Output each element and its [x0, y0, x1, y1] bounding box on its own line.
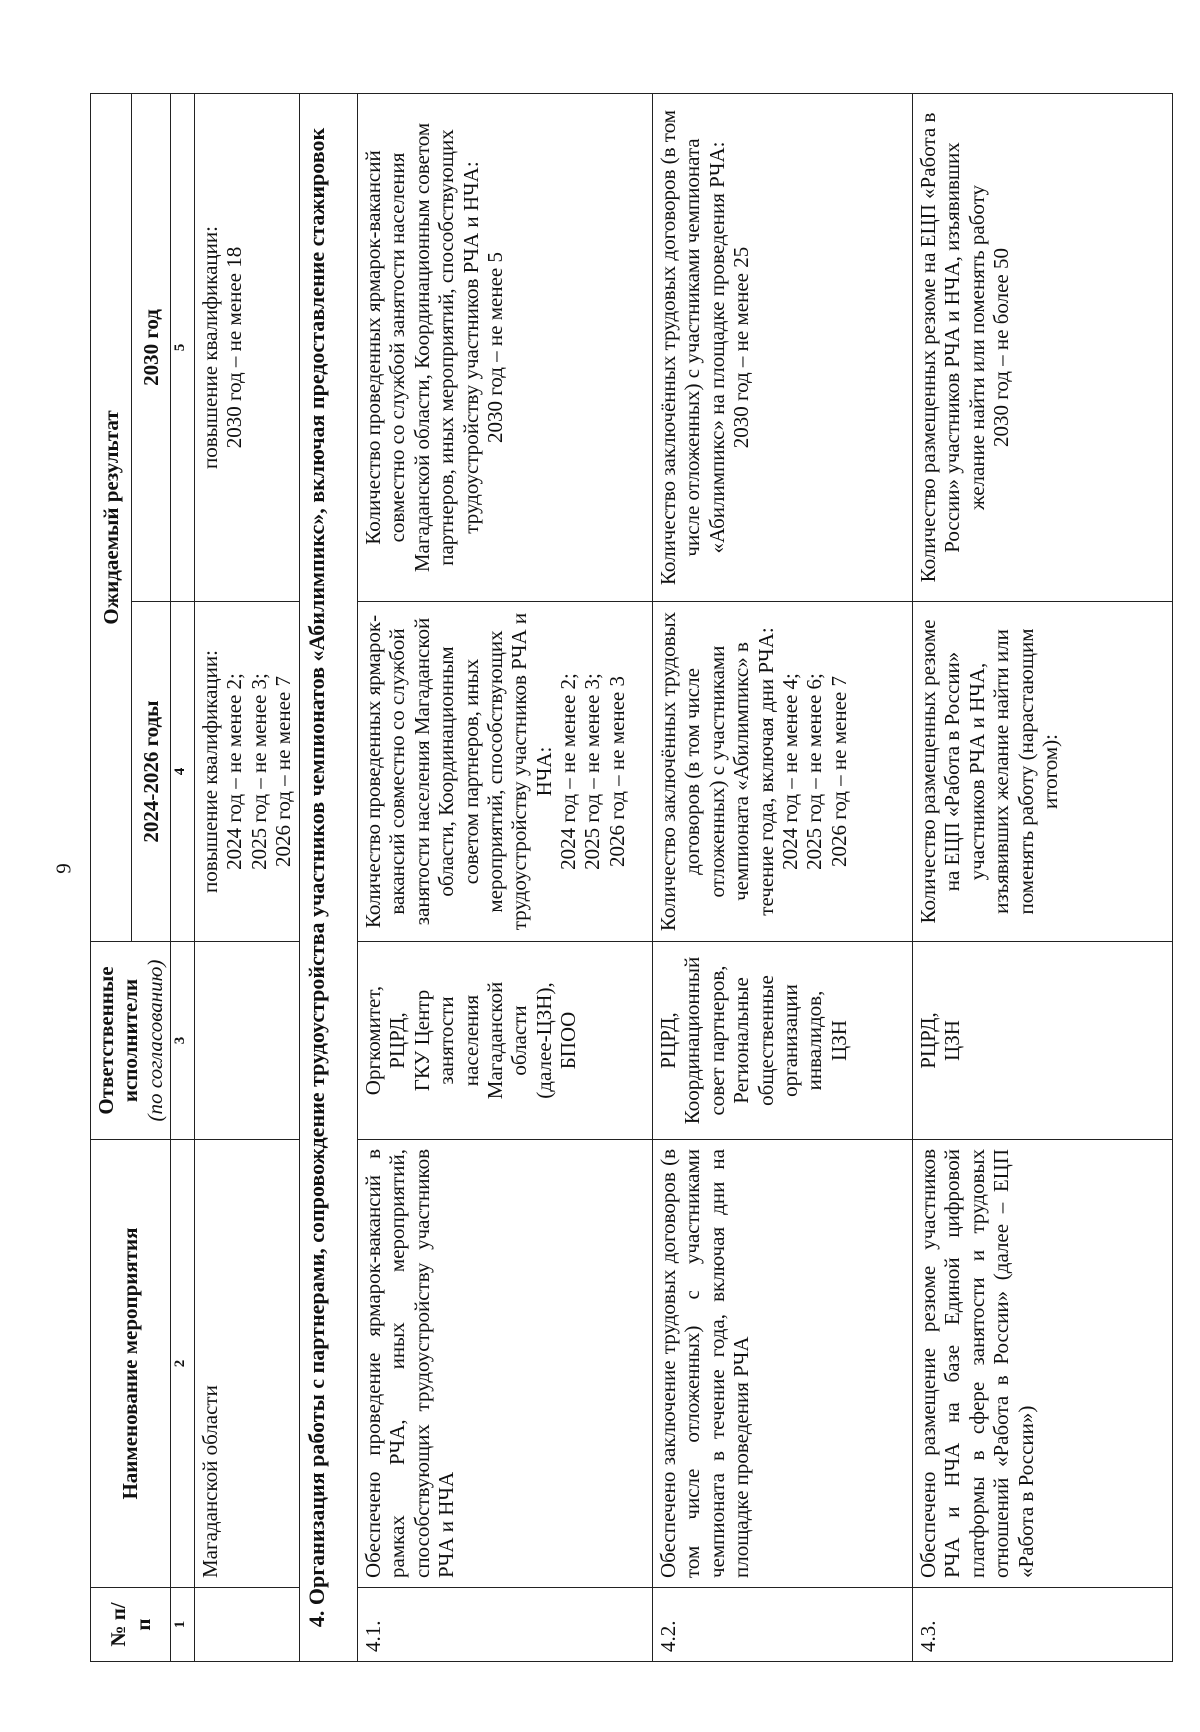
row-name: Обеспечено размещение резюме участников РЧА и НЧА на базе Единой цифровой платформы в сфере занятости и трудовых отношений «Работа в России» (далее – ЕЦП «Работа в России»)	[913, 1140, 1173, 1588]
column-number: 5	[171, 93, 195, 601]
row-result-2030: Количество заключённых трудовых договоров (в том числе отложенных) с участниками чемпионата «Абилимпикс» на площадке проведения РЧА: 2030 год – не менее 25	[653, 93, 913, 601]
column-number: 1	[171, 1588, 195, 1662]
table-row	[195, 93, 300, 1661]
row-result-2024-2026: Количество проведенных ярмарок-вакансий совместно со службой занятости населения Магаданской области, Координационным советом партнеров, иных мероприятий, способствующих трудоустройству участников РЧА и НЧА: 2024 год – не менее 2; 2025 год – не менее 3; 2026 год – не менее 3	[358, 602, 653, 942]
header-responsible-main: Ответственные исполнители	[94, 966, 143, 1115]
column-number: 3	[171, 942, 195, 1140]
header-2024-2026: 2024-2026 годы	[132, 602, 171, 942]
row-responsible: РЦРД, Координационный совет партнеров, Региональные общественные организации инвалидов, ЦЗН	[653, 942, 913, 1140]
row-responsible: РЦРД, ЦЗН	[913, 942, 1173, 1140]
rotated-page	[90, 94, 1170, 1662]
header-expected-result: Ожидаемый результат	[91, 93, 132, 941]
row-result-2024-2026: повышение квалификации: 2024 год – не менее 2; 2025 год – не менее 3; 2026 год – не менее 7	[195, 602, 300, 942]
table-row	[913, 93, 1173, 1661]
row-result-2030: повышение квалификации: 2030 год – не менее 18	[195, 93, 300, 601]
row-result-2030: Количество размещенных резюме на ЕЦП «Работа в России» участников РЧА и НЧА, изъявивших желание найти или поменять работу 2030 год – не более 50	[913, 93, 1173, 601]
row-num: 4.3.	[913, 1588, 1173, 1662]
table-row	[653, 93, 913, 1661]
header-responsible	[91, 942, 171, 1140]
header-responsible-note: (по согласованию)	[142, 959, 167, 1122]
column-number: 2	[171, 1140, 195, 1588]
row-result-2024-2026: Количество заключённых трудовых договоров (в том числе отложенных) с участниками чемпионата «Абилимпикс» в течение года, включая дни РЧА: 2024 год – не менее 4; 2025 год – не менее 6; 2026 год – не менее 7	[653, 602, 913, 942]
row-name: Обеспечено заключение трудовых договоров (в том числе отложенных) с участниками чемпионата в течение года, включая дни на площадке проведения РЧА	[653, 1140, 913, 1588]
row-result-2024-2026: Количество размещенных резюме на ЕЦП «Работа в России» участников РЧА и НЧА, изъявивших желание найти или поменять работу (нарастающим итогом):	[913, 602, 1173, 942]
section-row	[300, 93, 358, 1661]
section-title: 4. Организация работы с партнерами, сопровождение трудоустройства участников чемпионатов «Абилимпикс», включая предоставление стажировок	[300, 93, 358, 1661]
measures-table	[90, 93, 1173, 1662]
page-number: 9	[51, 863, 76, 874]
row-name: Обеспечено проведение ярмарок-вакансий в рамках РЧА, иных мероприятий, способствующих трудоустройству участников РЧА и НЧА	[358, 1140, 653, 1588]
header-2030: 2030 год	[132, 93, 171, 601]
table-row	[358, 93, 653, 1661]
header-num: № п/п	[91, 1588, 171, 1662]
row-num: 4.1.	[358, 1588, 653, 1662]
row-responsible	[195, 942, 300, 1140]
row-num	[195, 1588, 300, 1662]
row-responsible: Оргкомитет, РЦРД, ГКУ Центр занятости населения Магаданской области (далее-ЦЗН), БПОО	[358, 942, 653, 1140]
header-name: Наименование мероприятия	[91, 1140, 171, 1588]
row-result-2030: Количество проведенных ярмарок-вакансий совместно со службой занятости населения Магаданской области, Координационным советом партнеров, иных мероприятий, способствующих трудоустройству участников РЧА и НЧА: 2030 год – не менее 5	[358, 93, 653, 601]
row-name: Магаданской области	[195, 1140, 300, 1588]
row-num: 4.2.	[653, 1588, 913, 1662]
column-number: 4	[171, 602, 195, 942]
